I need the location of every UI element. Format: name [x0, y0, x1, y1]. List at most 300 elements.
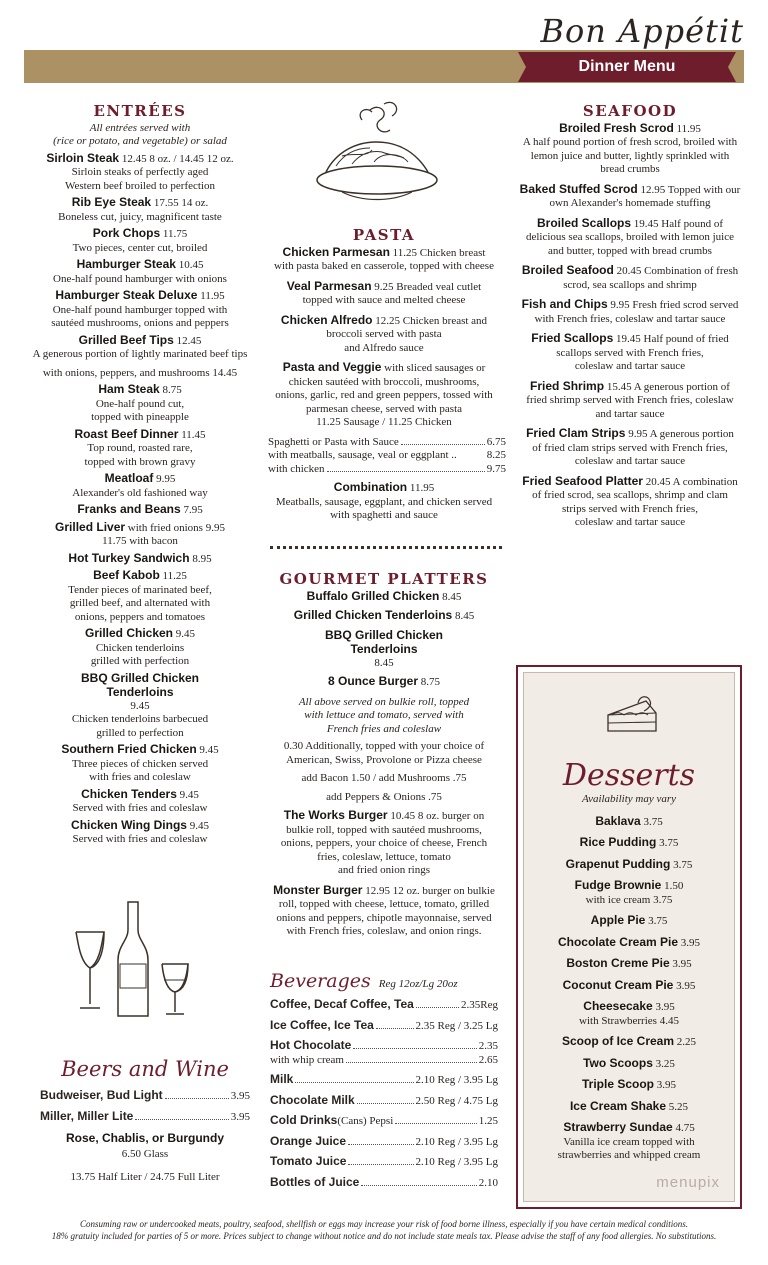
item-name: Hot Turkey Sandwich — [68, 550, 190, 565]
dessert-list — [524, 815, 734, 1163]
beverage-name: Hot Chocolate — [270, 1038, 352, 1052]
menu-item: The Works Burger 10.45 8 oz. burger on bulkie roll, topped with sautéed mushrooms, onions, peppers, your choice of cheese, French fries, coleslaw, lettuce, tomato and fried onion rings — [280, 808, 488, 876]
beverage-price: 2.10 Reg / 3.95 Lg — [415, 1156, 498, 1168]
menu-item: Combination 11.95 Meatballs, sausage, eggplant, and chicken served with spaghetti and sauce — [275, 480, 493, 521]
item-description: A combination — [672, 475, 738, 488]
item-name: Tenderloins — [106, 685, 174, 699]
beverage-row — [270, 1176, 498, 1191]
bon-appetit-title: Bon Appétit — [540, 12, 744, 50]
item-description: Vanilla ice cream topped with — [563, 1135, 695, 1148]
item-description: Fresh fried scrod served — [632, 299, 739, 311]
item-name: Hamburger Steak Deluxe — [55, 288, 198, 302]
item-description: own Alexander's homemade stuffing — [549, 197, 711, 209]
item-price: 8.45 — [374, 656, 394, 669]
menu-item — [510, 122, 750, 177]
beverage-price: 1.25 — [478, 1115, 498, 1127]
item-name: Fried Shrimp — [530, 378, 605, 393]
entrees-note: All entrées served with — [89, 121, 191, 134]
item-name: Two Scoops — [583, 1055, 653, 1070]
item-price: with fried onions 9.95 — [127, 521, 225, 534]
menu-item — [22, 428, 258, 470]
item-description: A generous portion — [649, 428, 734, 440]
item-description: topped with pineapple — [91, 411, 189, 423]
wine-liters: 13.75 Half Liter / 24.75 Full Liter — [70, 1171, 220, 1183]
beverages-section — [270, 970, 498, 1196]
seafood-heading: SEAFOOD — [582, 102, 678, 120]
item-name: 8 Ounce Burger — [327, 674, 419, 688]
item-price: 19.45 — [633, 217, 659, 230]
item-name: Fried Scallops — [531, 331, 614, 345]
item-description: chicken sautéed with broccoli, mushrooms, — [288, 375, 480, 388]
item-price: 17.55 14 oz. — [153, 197, 209, 209]
item-price: 3.95 — [676, 979, 696, 992]
item-name: Fish and Chips — [521, 297, 608, 311]
item-price: 8.75 — [162, 384, 182, 396]
dessert-item — [524, 836, 734, 851]
item-name: Chocolate Cream Pie — [557, 934, 679, 949]
pasta-list — [262, 246, 506, 430]
beverage-row — [270, 1135, 498, 1150]
item-name: Boston Creme Pie — [566, 956, 670, 970]
item-description: Breaded veal cutlet — [396, 280, 482, 293]
leader-dots — [295, 1082, 413, 1083]
dessert-item — [524, 1078, 734, 1093]
item-description: grilled to perfection — [96, 726, 184, 739]
ribbon-tail-right — [720, 52, 736, 82]
beverage-row — [270, 1073, 498, 1088]
entrees-note: (rice or potato, and vegetable) or salad — [53, 135, 227, 147]
beer-row: Budweiser, Bud Light 3.95 — [40, 1088, 250, 1102]
menu-item — [262, 280, 506, 308]
item-description: strawberries and whipped cream — [557, 1149, 701, 1161]
wine-glass: 6.50 Glass — [121, 1147, 169, 1160]
item-description: with Strawberries 4.45 — [579, 1014, 679, 1027]
item-price: 8.45 — [454, 610, 475, 622]
item-description: One-half pound hamburger with onions — [53, 272, 227, 285]
item-price: 11.95 — [200, 290, 225, 302]
dessert-item — [524, 979, 734, 994]
item-description: grilled with perfection — [90, 655, 190, 667]
menu-item — [510, 264, 750, 292]
item-price: 20.45 — [616, 265, 642, 277]
item-price: 11.95 — [676, 122, 701, 135]
item-name: Chicken Wing Dings — [71, 817, 187, 832]
item-name: Baked Stuffed Scrod — [519, 181, 638, 196]
item-description: bread crumbs — [600, 163, 660, 175]
menu-item — [262, 246, 506, 274]
leader-dots — [348, 1164, 413, 1165]
leader-dots — [376, 1028, 414, 1029]
item-description: of fried clam strips served with French fries, — [532, 441, 728, 454]
item-description: lemon juice and butter, lightly sprinkled with — [530, 149, 730, 162]
item-description: of fried scrod, sea scallops, shrimp and clam — [532, 489, 728, 501]
beverage-price: 2.10 — [478, 1176, 498, 1189]
leader-dots — [416, 1007, 459, 1008]
item-price: 9.95 — [156, 473, 176, 485]
item-price: 9.25 — [374, 280, 394, 293]
item-name: Chicken Parmesan — [282, 244, 390, 259]
pasta-heading: PASTA — [352, 226, 416, 244]
item-description: coleslaw and tartar sauce — [574, 516, 686, 528]
item-price: 3.95 — [672, 958, 692, 970]
beverages-subtitle: Reg 12oz/Lg 20oz — [378, 978, 458, 990]
menu-item — [22, 521, 258, 549]
beverage-price: 2.35Reg — [461, 999, 498, 1011]
item-name: Rib Eye Steak — [71, 195, 152, 209]
item-description: delicious sea scallops, broiled with lemon juice — [525, 231, 735, 243]
item-name: Grilled Beef Tips — [78, 332, 174, 347]
leader-dots — [395, 1123, 476, 1124]
menu-item — [510, 427, 750, 469]
leader-dots — [348, 1144, 413, 1145]
item-name: Ham Steak — [98, 382, 160, 396]
beverage-row — [270, 1054, 498, 1068]
item-description: with sliced sausages or — [384, 362, 486, 374]
item-price: 9.45 — [175, 628, 196, 640]
menu-item — [22, 196, 258, 224]
item-description: scallops served with French fries, — [556, 346, 704, 359]
item-description: Chicken breast and broccoli served with pasta — [326, 314, 488, 340]
beverage-name: with whip cream — [270, 1053, 344, 1066]
item-description: fried shrimp served with French fries, coleslaw — [526, 394, 734, 406]
section-divider — [270, 546, 502, 549]
item-name: Grapenut Pudding — [565, 856, 671, 871]
dessert-item — [524, 936, 734, 951]
item-description: Sirloin steaks of perfectly aged — [71, 166, 209, 178]
menu-item — [22, 472, 258, 500]
item-description: Topped with our — [667, 183, 741, 196]
item-name: Broiled Seafood — [521, 263, 614, 277]
item-name: Fried Clam Strips — [526, 426, 626, 440]
item-description: Chicken tenderloins — [95, 641, 185, 654]
leader-dots — [357, 1103, 414, 1104]
beverage-price: 2.50 Reg / 4.75 Lg — [415, 1094, 498, 1107]
platters-extras: 0.30 Additionally, topped with your choice of American, Swiss, Provolone or Pizza cheese add Bacon 1.50 / add Mushrooms .75 add Peppers & Onions .75 — [283, 740, 485, 803]
spaghetti-row: with meatballs, sausage, veal or eggplant .. 8.25 — [268, 449, 506, 461]
desserts-subtitle: Availability may vary — [581, 793, 677, 805]
beverage-row — [270, 1039, 498, 1054]
item-price: 11.25 — [392, 246, 418, 259]
menu-item — [262, 629, 506, 671]
item-description: with pasta baked en casserole, topped with cheese — [274, 260, 494, 272]
beverage-row — [270, 1114, 498, 1129]
item-description: A half pound portion of fresh scrod, broiled with — [522, 136, 738, 148]
beverage-price: 2.65 — [478, 1053, 498, 1066]
beers-wine-section — [40, 1057, 250, 1185]
footer-line: Consuming raw or undercooked meats, poultry, seafood, shellfish or eggs may increase your risk of food borne illness, especially if you have certain medical conditions. — [79, 1219, 688, 1229]
beverage-name: Bottles of Juice — [270, 1174, 360, 1189]
wine-name: Rose, Chablis, or Burgundy — [65, 1131, 224, 1145]
item-description: Tender pieces of marinated beef, — [68, 583, 212, 596]
item-description: and Alfredo sauce — [344, 341, 424, 354]
menu-item — [262, 675, 506, 690]
menu-item — [22, 743, 258, 785]
item-description: Two pieces, center cut, broiled — [72, 241, 208, 254]
menu-item — [262, 314, 506, 356]
watermark: menupix — [656, 1174, 720, 1191]
item-price: 1.50 — [664, 880, 684, 892]
item-description: Half pound of fried — [643, 333, 729, 345]
spaghetti-row: with chicken 9.75 — [268, 462, 506, 475]
menu-item — [510, 298, 750, 326]
ribbon-label: Dinner Menu — [578, 58, 676, 75]
platter-list — [262, 590, 506, 690]
pasta-section — [262, 226, 506, 526]
item-price: 7.95 — [183, 504, 203, 516]
item-price: 11.75 — [162, 228, 188, 240]
menu-item — [262, 609, 506, 624]
item-description: Served with fries and coleslaw — [72, 833, 208, 845]
item-name: Grilled Liver — [55, 519, 126, 534]
beverage-price: 2.35 — [478, 1040, 498, 1052]
dessert-item — [524, 858, 734, 873]
menu-item — [510, 380, 750, 422]
beverage-list — [270, 998, 498, 1190]
item-description: 11.75 with bacon — [102, 535, 178, 547]
menu-item — [22, 289, 258, 331]
menu-item — [22, 672, 258, 741]
beverage-name: Tomato Juice — [270, 1154, 347, 1168]
item-description: Three pieces of chicken served — [71, 757, 209, 770]
menu-item — [510, 217, 750, 259]
item-price: 9.45 — [199, 744, 219, 756]
beverage-name: Coffee, Decaf Coffee, Tea — [270, 997, 414, 1011]
menu-item: Monster Burger 12.95 12 oz. burger on bulkie roll, topped with cheese, lettuce, tomato, grilled onions and peppers, chipotle mayonnaise, served with French fries, coleslaw, and onion rings. — [273, 882, 495, 937]
menu-item — [22, 788, 258, 816]
item-description: with ice cream 3.75 — [585, 893, 673, 906]
item-description: Alexander's old fashioned way — [72, 486, 208, 499]
item-description: Boneless cut, juicy, magnificent taste — [58, 210, 222, 223]
item-description: strips served with French fries, — [562, 502, 698, 515]
item-name: Chicken Tenders — [81, 786, 177, 801]
item-name: Fried Seafood Platter — [522, 473, 643, 488]
item-name: BBQ Grilled Chicken — [324, 627, 444, 642]
beverage-name: Ice Coffee, Ice Tea — [270, 1017, 374, 1032]
dessert-item — [524, 1100, 734, 1115]
item-description: onions, garlic, red and green peppers, tossed with — [275, 389, 493, 401]
beverage-name: Cold Drinks — [270, 1113, 338, 1127]
beers-wine-heading: Beers and Wine — [61, 1057, 229, 1081]
item-description: and butter, topped with bread crumbs — [548, 244, 712, 257]
dessert-item — [524, 815, 734, 830]
item-price: 3.95 — [656, 1079, 676, 1091]
seafood-section — [510, 102, 750, 536]
item-name: Beef Kabob — [93, 568, 160, 582]
item-price: 10.45 — [178, 259, 204, 271]
item-description: One-half pound cut, — [95, 397, 185, 410]
item-price: 3.95 — [680, 936, 701, 949]
leader-dots — [346, 1062, 477, 1063]
menu-item — [262, 361, 506, 430]
platters-note: All above served on bulkie roll, topped with lettuce and tomato, served with French fries and coleslaw — [298, 695, 470, 735]
item-description: A generous portion of — [633, 380, 730, 393]
item-price: 15.45 — [606, 380, 632, 393]
beverages-heading: Beverages — [270, 970, 371, 992]
dessert-item — [524, 914, 734, 929]
item-name: Ice Cream Shake — [569, 1098, 667, 1113]
footer-disclaimer — [20, 1218, 748, 1242]
item-description: Combination of fresh — [644, 265, 739, 277]
beverage-name: Chocolate Milk — [270, 1092, 355, 1107]
cake-slice-icon — [602, 691, 662, 739]
seafood-list — [510, 122, 750, 530]
dessert-item — [524, 1121, 734, 1163]
item-price: 3.75 — [643, 815, 663, 828]
item-description: with onions, peppers, and mushrooms 14.45 — [42, 366, 238, 379]
item-description: coleslaw and tartar sauce — [574, 455, 686, 467]
leader-dots — [361, 1185, 476, 1186]
leader-dots — [353, 1048, 476, 1049]
item-name: BBQ Grilled Chicken — [80, 670, 200, 685]
item-name: Scoop of Ice Cream — [561, 1034, 675, 1048]
item-price: 9.45 — [179, 788, 199, 801]
dessert-item — [524, 957, 734, 972]
entrees-section — [22, 102, 258, 850]
item-name: Buffalo Grilled Chicken — [306, 588, 440, 603]
item-price: 3.95 — [655, 1001, 675, 1013]
desserts-heading: Desserts — [562, 758, 696, 793]
item-price: 8.95 — [192, 552, 212, 565]
beverage-price: 2.10 Reg / 3.95 Lg — [415, 1135, 498, 1148]
item-description: with French fries, coleslaw and tartar sauce — [534, 312, 726, 325]
item-name: Sirloin Steak — [46, 150, 120, 165]
item-price: 9.45 — [130, 699, 150, 712]
item-description: coleslaw and tartar sauce — [574, 360, 686, 372]
item-price: 12.25 — [375, 314, 400, 327]
item-name: Pork Chops — [92, 226, 161, 240]
ribbon-tail-left — [518, 52, 534, 82]
item-description: grilled beef, and alternated with — [69, 597, 211, 609]
dessert-item — [524, 1035, 734, 1050]
menu-item — [22, 627, 258, 669]
item-price: 3.75 — [648, 915, 668, 927]
item-description: parmesan cheese, served with pasta — [305, 402, 463, 415]
beverage-row — [270, 998, 498, 1013]
item-name: Coconut Cream Pie — [562, 977, 674, 992]
item-name: Broiled Scallops — [537, 215, 632, 230]
item-name: Tenderloins — [350, 642, 418, 656]
item-description: A generous portion of lightly marinated beef tips — [32, 348, 248, 360]
spaghetti-row: Spaghetti or Pasta with Sauce 6.75 — [268, 435, 506, 448]
item-description: and tartar sauce — [595, 407, 665, 420]
item-description: Chicken tenderloins barbecued — [71, 713, 209, 725]
item-name: Roast Beef Dinner — [74, 426, 179, 441]
dessert-item — [524, 1057, 734, 1072]
footer-line: 18% gratuity included for parties of 5 or more. Prices subject to change without notice and do not include state meals tax. Please advise the staff of any food allergies. No substitutions. — [51, 1231, 717, 1241]
item-name: Apple Pie — [590, 913, 646, 927]
item-price: 2.25 — [676, 1036, 697, 1048]
item-price: 8.45 — [442, 590, 462, 603]
item-price: 11.25 — [162, 570, 187, 582]
entree-list — [22, 152, 258, 847]
item-price: 19.45 — [616, 333, 641, 345]
item-name: Rice Pudding — [579, 835, 657, 849]
beverage-row — [270, 1094, 498, 1109]
menu-item — [510, 332, 750, 374]
platters-section — [262, 570, 506, 942]
item-price: 3.25 — [655, 1057, 675, 1070]
item-name: Strawberry Sundae — [563, 1120, 673, 1134]
menu-item — [22, 152, 258, 194]
item-name: Chicken Alfredo — [280, 312, 373, 327]
item-name: Hamburger Steak — [76, 257, 176, 271]
menu-item — [262, 590, 506, 605]
item-name: Southern Fried Chicken — [61, 742, 197, 756]
item-name: Broiled Fresh Scrod — [559, 120, 674, 135]
menu-item — [22, 383, 258, 425]
entrees-heading: ENTRÉES — [93, 102, 187, 120]
item-name: Triple Scoop — [581, 1077, 654, 1091]
item-price: 8.75 — [420, 676, 441, 688]
menu-item — [22, 503, 258, 518]
item-price: 11.45 — [181, 428, 206, 441]
beverage-price: 2.35 Reg / 3.25 Lg — [415, 1019, 498, 1032]
item-price: 3.75 — [659, 837, 679, 849]
item-description: Served with fries and coleslaw — [72, 802, 208, 814]
menu-item — [22, 258, 258, 286]
beverage-price: 2.10 Reg / 3.95 Lg — [415, 1074, 498, 1086]
menu-item — [510, 183, 750, 211]
item-price: 9.45 — [189, 819, 209, 832]
dessert-item — [524, 879, 734, 907]
item-price: 5.25 — [668, 1100, 689, 1113]
platters-heading: GOURMET PLATTERS — [279, 570, 489, 588]
item-name: Fudge Brownie — [574, 878, 662, 892]
menu-item — [22, 334, 258, 381]
item-price: 4.75 — [675, 1122, 695, 1134]
pasta-plate-icon — [312, 100, 442, 210]
item-name: Baklava — [595, 813, 641, 828]
item-price: 3.75 — [673, 858, 693, 871]
item-name: Grilled Chicken Tenderloins — [293, 608, 453, 622]
item-description: One-half pound hamburger topped with — [52, 303, 228, 316]
item-name: Meatloaf — [104, 471, 154, 485]
spaghetti-list — [262, 436, 506, 477]
menu-item — [22, 552, 258, 567]
item-description: onions, peppers and tomatoes — [74, 610, 206, 623]
item-name: Franks and Beans — [77, 502, 181, 516]
dinner-menu-ribbon — [534, 52, 720, 82]
dessert-item — [524, 1000, 734, 1028]
item-description: topped with brown gravy — [84, 455, 196, 468]
menu-item — [22, 227, 258, 255]
menu-item — [510, 475, 750, 530]
wine-bottle-glasses-icon — [70, 898, 210, 1020]
item-price: 20.45 — [645, 475, 671, 488]
item-price: 12.95 — [640, 183, 666, 196]
item-name: Grilled Chicken — [84, 626, 174, 640]
beverage-name: Orange Juice — [270, 1133, 347, 1148]
item-price: 12.45 — [176, 334, 202, 347]
desserts-box — [516, 665, 742, 1209]
item-description: Top round, roasted rare, — [87, 442, 193, 454]
item-description: with fries and coleslaw — [89, 771, 191, 783]
item-description: scrod, sea scallops and shrimp — [563, 278, 697, 291]
beverage-row — [270, 1155, 498, 1170]
menu-item — [22, 819, 258, 847]
item-price: 12.45 8 oz. / 14.45 12 oz. — [121, 152, 234, 165]
beverage-name: Milk — [270, 1072, 294, 1086]
beverage-row — [270, 1019, 498, 1034]
menu-item — [22, 569, 258, 624]
item-name: Pasta and Veggie — [282, 360, 382, 374]
beverage-note: (Cans) Pepsi — [337, 1115, 394, 1127]
item-description: Chicken breast — [419, 246, 486, 259]
item-description: sautéed mushrooms, onions and peppers — [51, 317, 229, 329]
item-description: topped with sauce and melted cheese — [302, 294, 466, 306]
beer-row: Miller, Miller Lite 3.95 — [40, 1108, 250, 1123]
item-description: 11.25 Sausage / 11.25 Chicken — [316, 416, 452, 428]
